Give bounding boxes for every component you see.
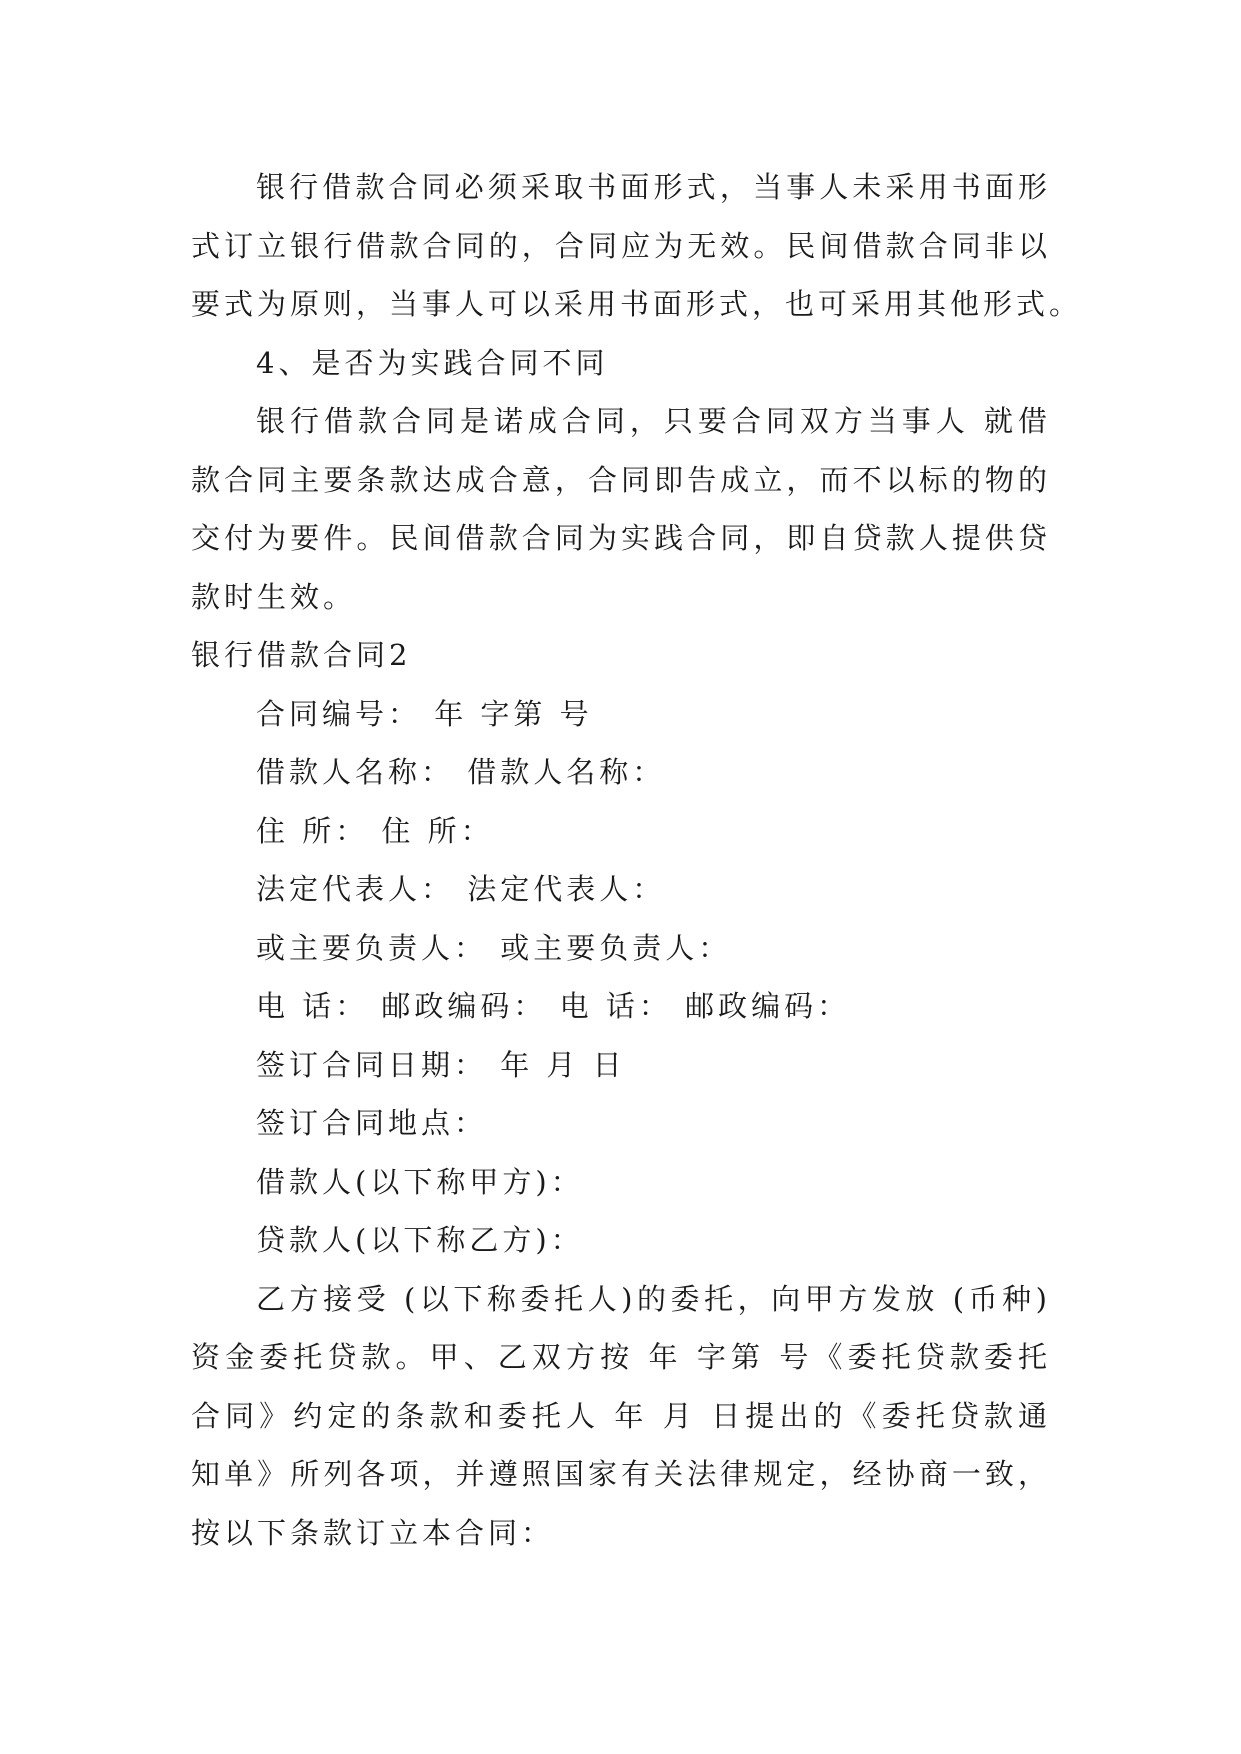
text-line: 住 所： 住 所： bbox=[256, 813, 494, 848]
document-body bbox=[191, 158, 1083, 1562]
text-line: 知单》所列各项，并遵照国家有关法律规定，经协商一致， bbox=[191, 1457, 1051, 1491]
text-line: 合同编号： 年 字第 号 bbox=[256, 696, 593, 731]
text-line: 借款人名称： 借款人名称： bbox=[256, 755, 666, 789]
text-line: 贷款人(以下称乙方)： bbox=[256, 1223, 584, 1257]
text-line: 乙方接受 (以下称委托人)的委托，向甲方发放 (币种) bbox=[256, 1281, 1051, 1316]
text-line: 借款人(以下称甲方)： bbox=[256, 1164, 584, 1199]
text-line: 款合同主要条款达成合意，合同即告成立，而不以标的物的 bbox=[191, 462, 1051, 497]
text-line: 按以下条款订立本合同： bbox=[191, 1515, 555, 1550]
text-line: 资金委托贷款。甲、乙双方按 年 字第 号《委托贷款委托 bbox=[191, 1340, 1051, 1374]
text-line: 式订立银行借款合同的，合同应为无效。民间借款合同非以 bbox=[191, 228, 1051, 263]
text-line: 签订合同日期： 年 月 日 bbox=[256, 1047, 626, 1082]
text-line: 要式为原则，当事人可以采用书面形式，也可采用其他形式。 bbox=[191, 287, 1083, 321]
text-line: 4、是否为实践合同不同 bbox=[256, 345, 609, 380]
text-line: 电 话： 邮政编码： 电 话： 邮政编码： bbox=[256, 989, 851, 1023]
text-line: 或主要负责人： 或主要负责人： bbox=[256, 930, 732, 965]
text-line: 银行借款合同2 bbox=[191, 638, 412, 672]
text-line: 款时生效。 bbox=[191, 579, 357, 614]
text-line: 银行借款合同必须采取书面形式，当事人未采用书面形 bbox=[256, 170, 1051, 204]
text-line: 法定代表人： 法定代表人： bbox=[256, 872, 666, 906]
text-line: 交付为要件。民间借款合同为实践合同，即自贷款人提供贷 bbox=[191, 521, 1051, 555]
text-line: 银行借款合同是诺成合同，只要合同双方当事人 就借 bbox=[256, 404, 1051, 438]
text-line: 合同》约定的条款和委托人 年 月 日提出的《委托贷款通 bbox=[191, 1398, 1051, 1433]
text-line: 签订合同地点： bbox=[256, 1106, 488, 1140]
